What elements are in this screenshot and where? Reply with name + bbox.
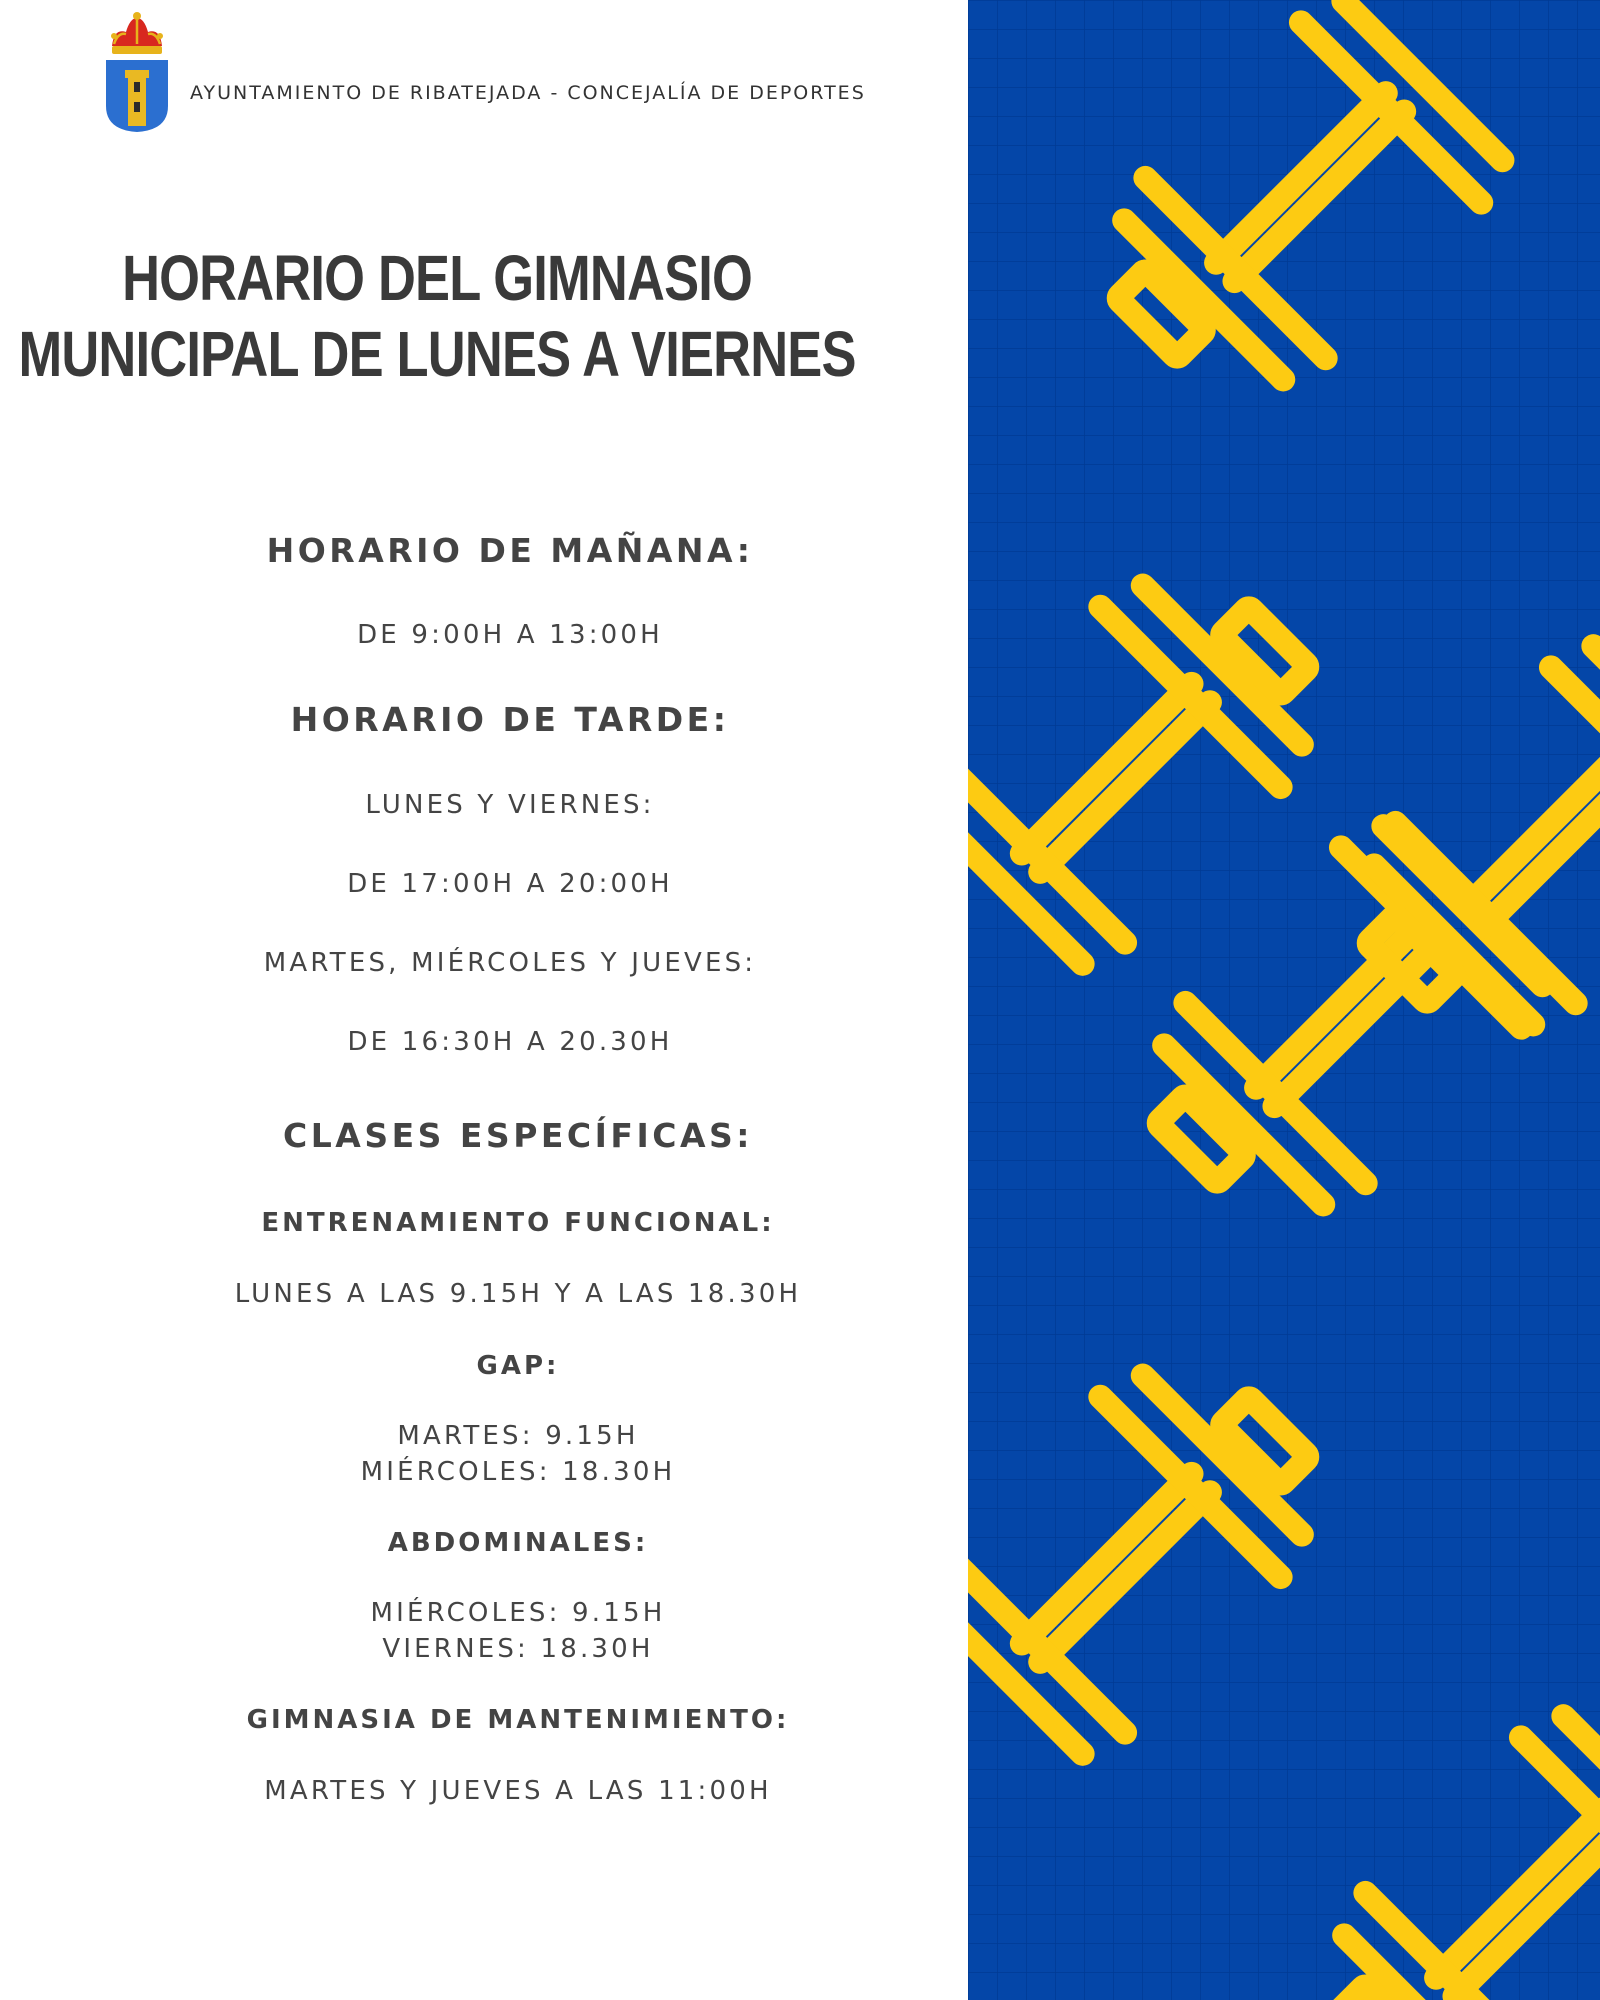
morning-heading: HORARIO DE MAÑANA:	[266, 531, 754, 570]
afternoon-hours-2: DE 16:30H A 20.30H	[347, 1027, 673, 1057]
class-time: MIÉRCOLES: 18.30H	[360, 1457, 676, 1487]
classes-heading: CLASES ESPECÍFICAS:	[283, 1116, 753, 1155]
page-title	[0, 240, 874, 392]
class-time: MARTES Y JUEVES A LAS 11:00H	[264, 1776, 772, 1806]
class-name: GAP:	[476, 1351, 560, 1381]
class-time: MIÉRCOLES: 9.15H	[370, 1598, 666, 1628]
morning-hours: DE 9:00H A 13:00H	[357, 620, 663, 650]
class-time: VIERNES: 18.30H	[382, 1634, 654, 1664]
afternoon-heading: HORARIO DE TARDE:	[290, 700, 730, 739]
coat-of-arms-icon	[100, 10, 174, 134]
organization-name: AYUNTAMIENTO DE RIBATEJADA - CONCEJALÍA DE DEPORTES	[190, 82, 866, 104]
title-line-2: MUNICIPAL DE LUNES A VIERNES	[18, 318, 856, 390]
dumbbell-pattern-panel	[968, 0, 1600, 2000]
class-name: ENTRENAMIENTO FUNCIONAL:	[261, 1208, 775, 1238]
class-name: ABDOMINALES:	[387, 1528, 649, 1558]
class-time: MARTES: 9.15H	[397, 1421, 639, 1451]
afternoon-hours-1: DE 17:00H A 20:00H	[347, 869, 673, 899]
afternoon-days-1: LUNES Y VIERNES:	[365, 790, 655, 820]
title-line-1: HORARIO DEL GIMNASIO	[122, 242, 753, 314]
afternoon-days-2: MARTES, MIÉRCOLES Y JUEVES:	[263, 948, 757, 978]
class-time: LUNES A LAS 9.15H Y A LAS 18.30H	[234, 1279, 802, 1309]
dumbbell-pattern-icon	[968, 0, 1600, 2000]
class-name: GIMNASIA DE MANTENIMIENTO:	[246, 1705, 790, 1735]
